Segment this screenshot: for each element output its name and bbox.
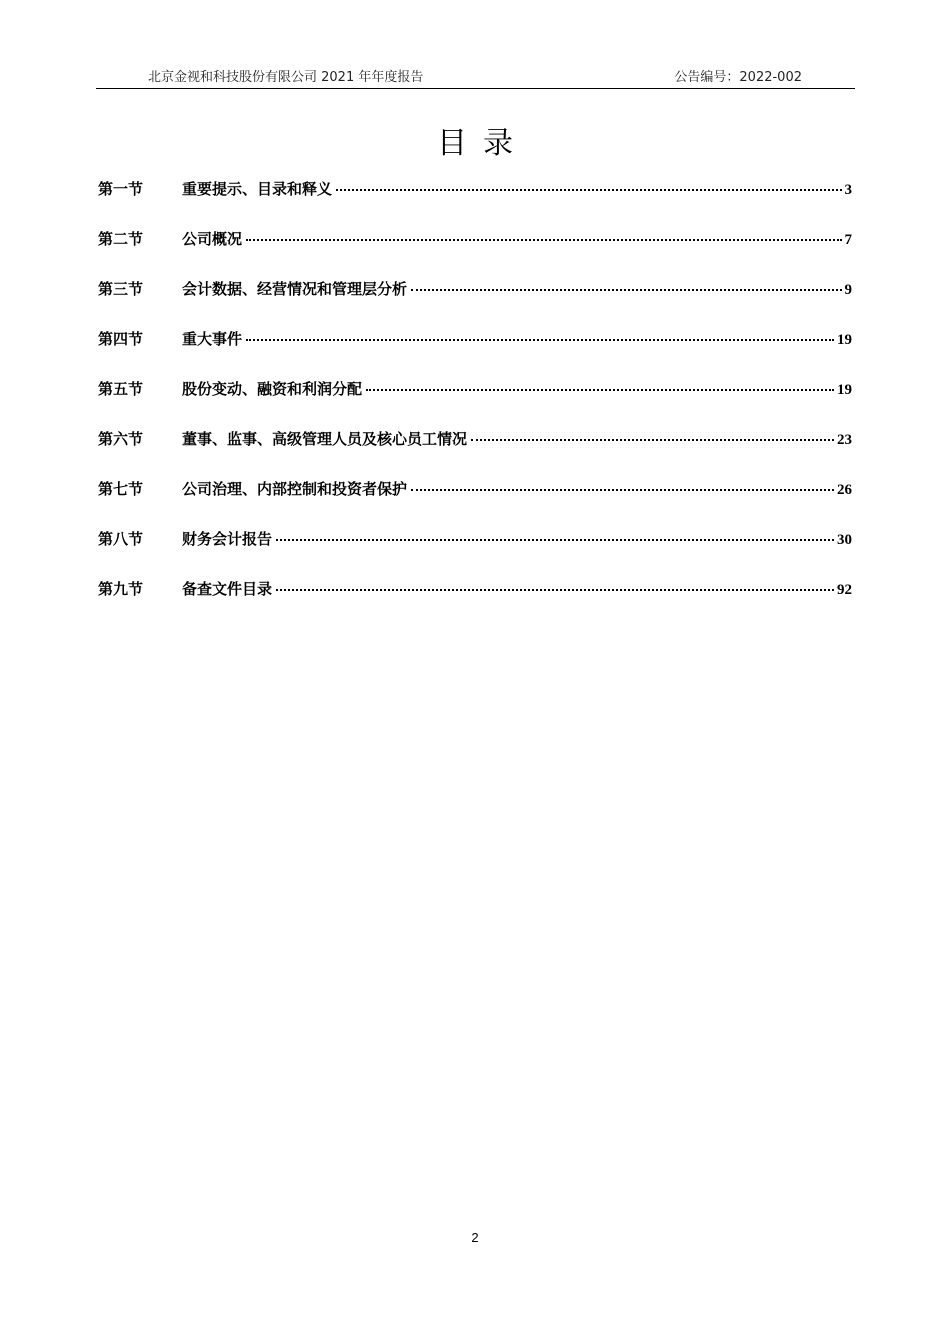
toc-dot-leader xyxy=(276,539,834,541)
toc-dot-leader xyxy=(411,489,834,491)
toc-entry[interactable] xyxy=(98,328,852,378)
table-of-contents xyxy=(98,178,852,628)
toc-section-title: 公司治理、内部控制和投资者保护 xyxy=(182,480,408,498)
toc-section-number: 第二节 xyxy=(98,230,144,248)
header-divider xyxy=(96,88,855,89)
toc-entry[interactable] xyxy=(98,178,852,228)
page-number: 2 xyxy=(471,1230,479,1245)
toc-section-number: 第八节 xyxy=(98,530,144,548)
toc-entry[interactable] xyxy=(98,478,852,528)
toc-page-number: 23 xyxy=(837,432,852,448)
toc-page-number: 26 xyxy=(837,482,852,498)
toc-section-number: 第七节 xyxy=(98,480,144,498)
toc-section-title: 股份变动、融资和利润分配 xyxy=(182,380,363,398)
toc-title: 目录 xyxy=(437,126,529,161)
toc-page-number: 3 xyxy=(844,182,852,198)
toc-section-number: 第一节 xyxy=(98,180,144,198)
toc-section-number: 第四节 xyxy=(98,330,144,348)
toc-page-number: 7 xyxy=(844,232,852,248)
toc-entry[interactable] xyxy=(98,528,852,578)
toc-entry[interactable] xyxy=(98,578,852,628)
toc-dot-leader xyxy=(366,389,834,391)
toc-dot-leader xyxy=(276,589,834,591)
toc-section-title: 财务会计报告 xyxy=(182,530,273,548)
toc-entry[interactable] xyxy=(98,378,852,428)
toc-dot-leader xyxy=(471,439,834,441)
toc-entry[interactable] xyxy=(98,428,852,478)
toc-section-title: 重要提示、目录和释义 xyxy=(182,180,333,198)
header-announcement-number: 公告编号：2022-002 xyxy=(674,70,802,85)
toc-section-number: 第三节 xyxy=(98,280,144,298)
toc-entry[interactable] xyxy=(98,278,852,328)
toc-page-number: 92 xyxy=(837,582,852,598)
toc-section-title: 公司概况 xyxy=(182,230,243,248)
toc-entry[interactable] xyxy=(98,228,852,278)
toc-section-title: 会计数据、经营情况和管理层分析 xyxy=(182,280,408,298)
toc-page-number: 19 xyxy=(837,382,852,398)
toc-section-number: 第九节 xyxy=(98,580,144,598)
toc-section-title: 董事、监事、高级管理人员及核心员工情况 xyxy=(182,430,468,448)
toc-section-number: 第五节 xyxy=(98,380,144,398)
toc-dot-leader xyxy=(246,239,841,241)
toc-dot-leader xyxy=(336,189,841,191)
toc-dot-leader xyxy=(246,339,834,341)
toc-page-number: 9 xyxy=(844,282,852,298)
toc-section-number: 第六节 xyxy=(98,430,144,448)
toc-section-title: 重大事件 xyxy=(182,330,243,348)
toc-section-title: 备查文件目录 xyxy=(182,580,273,598)
toc-page-number: 30 xyxy=(837,532,852,548)
toc-dot-leader xyxy=(411,289,841,291)
header-company-report: 北京金视和科技股份有限公司 2021 年年度报告 xyxy=(148,70,424,85)
toc-page-number: 19 xyxy=(837,332,852,348)
